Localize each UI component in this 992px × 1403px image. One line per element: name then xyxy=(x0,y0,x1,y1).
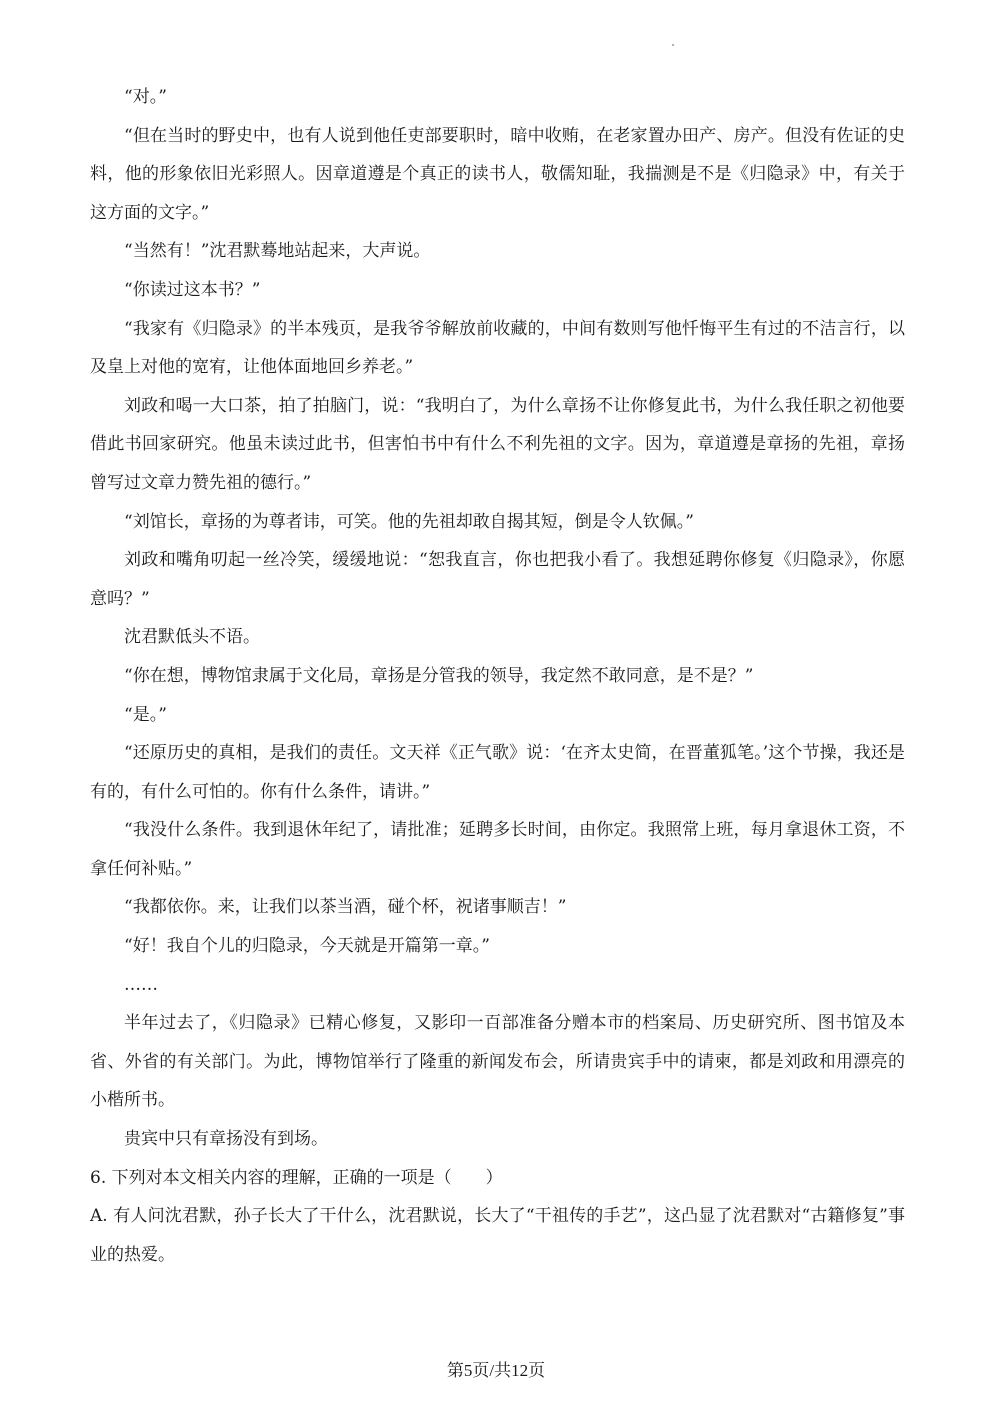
paragraph: “但在当时的野史中，也有人说到他任吏部要职时，暗中收贿，在老家置办田产、房产。但没有佐证的史料，他的形象依旧光彩照人。因章道遵是个真正的读书人，敬儒知耻，我揣测是不是《归隐录》中，有关于这方面的文字。” xyxy=(90,125,905,223)
page-number: 第5页/共12页 xyxy=(446,1361,546,1380)
paragraph: “当然有！”沈君默蓦地站起来，大声说。 xyxy=(124,241,431,262)
paragraph: “还原历史的真相，是我们的责任。文天祥《正气歌》说：‘在齐太史简，在晋董狐笔。’这个节操，我还是有的，有什么可怕的。你有什么条件，请讲。” xyxy=(90,743,905,802)
paragraph: 刘政和嘴角叨起一丝冷笑，缓缓地说：“恕我直言，你也把我小看了。我想延聘你修复《归隐录》，你愿意吗？” xyxy=(90,550,905,609)
paragraph: 刘政和喝一大口茶，拍了拍脑门，说：“我明白了，为什么章扬不让你修复此书，为什么我任职之初他要借此书回家研究。他虽未读过此书，但害怕书中有什么不利先祖的文字。因为，章道遵是章扬的先祖，章扬曾写过文章力赞先祖的德行。” xyxy=(90,395,905,493)
paragraph: “刘馆长，章扬的为尊者讳，可笑。他的先祖却敢自揭其短，倒是令人钦佩。” xyxy=(124,511,694,532)
body-text xyxy=(90,78,905,1274)
paragraph: “好！我自个儿的归隐录，今天就是开篇第一章。” xyxy=(124,936,490,957)
paragraph: 沈君默低头不语。 xyxy=(124,627,260,648)
paragraph: 半年过去了，《归隐录》已精心修复，又影印一百部准备分赠本市的档案局、历史研究所、图书馆及本省、外省的有关部门。为此，博物馆举行了隆重的新闻发布会，所请贵宾手中的请柬，都是刘政和用漂亮的小楷所书。 xyxy=(90,1013,905,1111)
scan-speck xyxy=(672,44,674,46)
paragraph: 贵宾中只有章扬没有到场。 xyxy=(124,1129,328,1150)
question-stem: 6. 下列对本文相关内容的理解，正确的一项是（ ） xyxy=(90,1167,503,1188)
paragraph: “是。” xyxy=(124,704,167,725)
paragraph: “你在想，博物馆隶属于文化局，章扬是分管我的领导，我定然不敢同意，是不是？” xyxy=(124,665,754,686)
paragraph: “我家有《归隐录》的半本残页，是我爷爷解放前收藏的，中间有数则写他忏悔平生有过的不洁言行，以及皇上对他的宽宥，让他体面地回乡养老。” xyxy=(90,318,905,378)
paragraph: “我都依你。来，让我们以茶当酒，碰个杯，祝诸事顺吉！” xyxy=(124,897,567,918)
paragraph: “对。” xyxy=(124,87,167,107)
question-option-a: A. 有人问沈君默，孙子长大了干什么，沈君默说，长大了“干祖传的手艺”，这凸显了沈君默对“古籍修复”事业的热爱。 xyxy=(90,1206,905,1265)
ellipsis: …… xyxy=(124,974,158,995)
paragraph: “我没什么条件。我到退休年纪了，请批准；延聘多长时间，由你定。我照常上班，每月拿退休工资，不拿任何补贴。” xyxy=(90,820,905,879)
paragraph: “你读过这本书？” xyxy=(124,279,261,300)
